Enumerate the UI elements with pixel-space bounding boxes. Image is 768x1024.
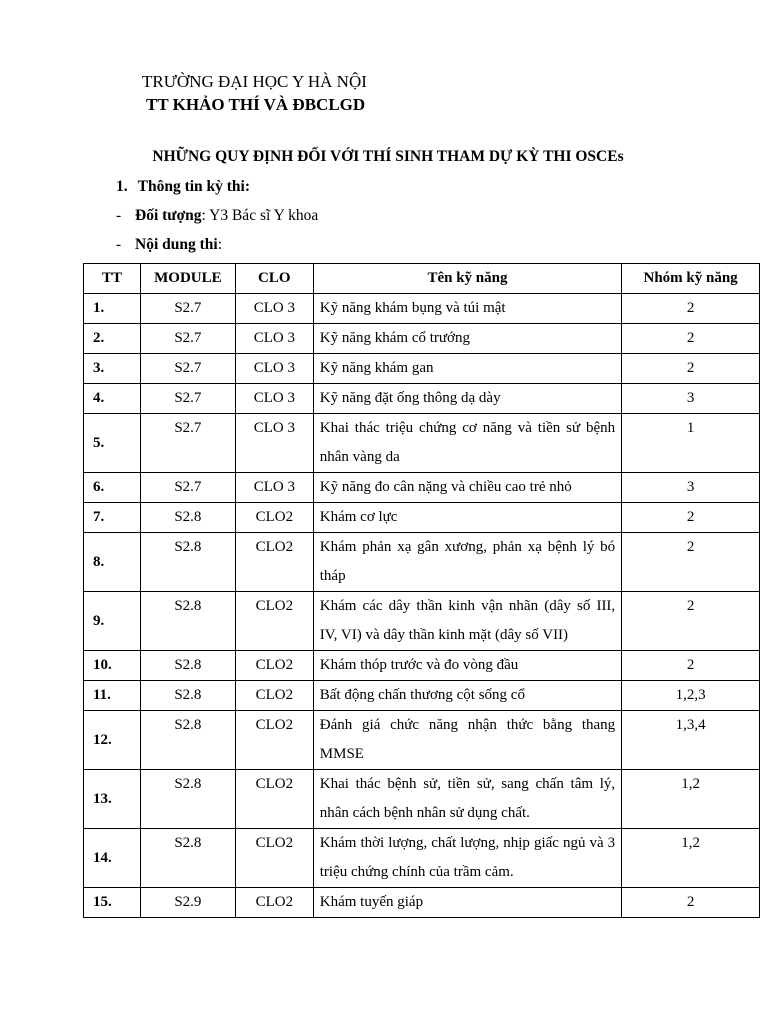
row-clo: CLO 3	[235, 354, 313, 384]
row-number: 5.	[84, 414, 141, 473]
row-number: 13.	[84, 770, 141, 829]
row-skill-name: Khám cơ lực	[313, 503, 621, 533]
row-skill-group: 1,2	[622, 770, 760, 829]
row-module: S2.7	[140, 324, 235, 354]
row-skill-group: 3	[622, 473, 760, 503]
row-skill-name: Kỹ năng đo cân nặng và chiều cao trẻ nhỏ	[313, 473, 621, 503]
table-row	[84, 829, 760, 888]
table-row	[84, 592, 760, 651]
row-number: 15.	[84, 888, 141, 918]
table-header-row	[84, 264, 760, 294]
row-skill-group: 1,2,3	[622, 681, 760, 711]
row-number: 11.	[84, 681, 141, 711]
content-line	[116, 236, 222, 254]
table-row	[84, 770, 760, 829]
row-skill-name: Kỹ năng khám bụng và túi mật	[313, 294, 621, 324]
row-number: 2.	[84, 324, 141, 354]
row-skill-name: Khám thóp trước và đo vòng đầu	[313, 651, 621, 681]
row-module: S2.7	[140, 473, 235, 503]
row-number: 12.	[84, 711, 141, 770]
row-module: S2.8	[140, 681, 235, 711]
table-row	[84, 384, 760, 414]
row-skill-name: Khám các dây thần kinh vận nhãn (dây số III, IV, VI) và dây thần kinh mặt (dây số VII)	[313, 592, 621, 651]
table-row	[84, 414, 760, 473]
bullet-dash: -	[116, 207, 122, 224]
row-clo: CLO2	[235, 829, 313, 888]
row-clo: CLO 3	[235, 473, 313, 503]
department-name: TT KHẢO THÍ VÀ ĐBCLGD	[146, 95, 366, 114]
row-clo: CLO2	[235, 711, 313, 770]
row-skill-group: 2	[622, 324, 760, 354]
row-clo: CLO 3	[235, 324, 313, 354]
row-clo: CLO2	[235, 888, 313, 918]
row-number: 4.	[84, 384, 141, 414]
header-tt: TT	[84, 264, 141, 294]
section-title: Thông tin kỳ thi:	[137, 178, 251, 195]
row-skill-name: Khai thác triệu chứng cơ năng và tiền sử bệnh nhân vàng da	[313, 414, 621, 473]
row-number: 1.	[84, 294, 141, 324]
row-module: S2.8	[140, 533, 235, 592]
row-skill-group: 2	[622, 503, 760, 533]
target-label: Đối tượng	[135, 207, 202, 224]
row-skill-group: 2	[622, 294, 760, 324]
header-clo: CLO	[235, 264, 313, 294]
row-number: 10.	[84, 651, 141, 681]
row-skill-group: 3	[622, 384, 760, 414]
row-skill-name: Đánh giá chức năng nhận thức bằng thang MMSE	[313, 711, 621, 770]
row-skill-group: 2	[622, 533, 760, 592]
row-skill-name: Khai thác bệnh sử, tiền sử, sang chấn tâm lý, nhân cách bệnh nhân sử dụng chất.	[313, 770, 621, 829]
row-skill-name: Kỹ năng khám cổ trướng	[313, 324, 621, 354]
table-row	[84, 651, 760, 681]
row-skill-name: Khám tuyến giáp	[313, 888, 621, 918]
row-clo: CLO2	[235, 592, 313, 651]
table-row	[84, 354, 760, 384]
row-skill-name: Kỹ năng khám gan	[313, 354, 621, 384]
row-skill-group: 2	[622, 651, 760, 681]
school-name: TRƯỜNG ĐẠI HỌC Y HÀ NỘI	[142, 72, 367, 91]
row-skill-name: Bất động chấn thương cột sống cổ	[313, 681, 621, 711]
row-skill-name: Kỹ năng đặt ống thông dạ dày	[313, 384, 621, 414]
row-module: S2.8	[140, 829, 235, 888]
document-title: NHỮNG QUY ĐỊNH ĐỐI VỚI THÍ SINH THAM DỰ KỲ THI OSCEs	[152, 148, 624, 165]
row-skill-group: 2	[622, 592, 760, 651]
row-clo: CLO2	[235, 681, 313, 711]
row-module: S2.7	[140, 354, 235, 384]
row-number: 7.	[84, 503, 141, 533]
row-skill-group: 2	[622, 354, 760, 384]
target-line	[116, 207, 318, 225]
row-module: S2.7	[140, 414, 235, 473]
table-row	[84, 294, 760, 324]
row-skill-name: Khám phản xạ gân xương, phản xạ bệnh lý bó tháp	[313, 533, 621, 592]
content-colon: :	[217, 236, 223, 253]
row-module: S2.9	[140, 888, 235, 918]
skills-table	[83, 263, 760, 918]
table-row	[84, 503, 760, 533]
row-skill-group: 1,2	[622, 829, 760, 888]
row-module: S2.7	[140, 384, 235, 414]
row-clo: CLO2	[235, 770, 313, 829]
row-clo: CLO2	[235, 533, 313, 592]
row-number: 3.	[84, 354, 141, 384]
table-row	[84, 711, 760, 770]
header-skill-group: Nhóm kỹ năng	[622, 264, 760, 294]
bullet-dash: -	[116, 236, 122, 253]
table-row	[84, 324, 760, 354]
row-module: S2.8	[140, 651, 235, 681]
row-skill-group: 1,3,4	[622, 711, 760, 770]
row-skill-group: 1	[622, 414, 760, 473]
row-number: 9.	[84, 592, 141, 651]
row-clo: CLO 3	[235, 414, 313, 473]
section-number: 1.	[116, 178, 128, 195]
row-module: S2.8	[140, 770, 235, 829]
table-row	[84, 888, 760, 918]
row-number: 14.	[84, 829, 141, 888]
row-number: 6.	[84, 473, 141, 503]
row-module: S2.8	[140, 503, 235, 533]
row-number: 8.	[84, 533, 141, 592]
row-clo: CLO2	[235, 651, 313, 681]
table-row	[84, 533, 760, 592]
row-module: S2.8	[140, 592, 235, 651]
table-row	[84, 681, 760, 711]
row-clo: CLO 3	[235, 294, 313, 324]
row-skill-group: 2	[622, 888, 760, 918]
row-module: S2.7	[140, 294, 235, 324]
row-skill-name: Khám thời lượng, chất lượng, nhịp giấc ngủ và 3 triệu chứng chính của trầm cảm.	[313, 829, 621, 888]
section-heading	[116, 178, 250, 196]
content-label: Nội dung thi	[135, 236, 218, 253]
header-module: MODULE	[140, 264, 235, 294]
table-row	[84, 473, 760, 503]
row-module: S2.8	[140, 711, 235, 770]
row-clo: CLO2	[235, 503, 313, 533]
header-skill-name: Tên kỹ năng	[313, 264, 621, 294]
row-clo: CLO 3	[235, 384, 313, 414]
target-value: : Y3 Bác sĩ Y khoa	[201, 207, 319, 224]
